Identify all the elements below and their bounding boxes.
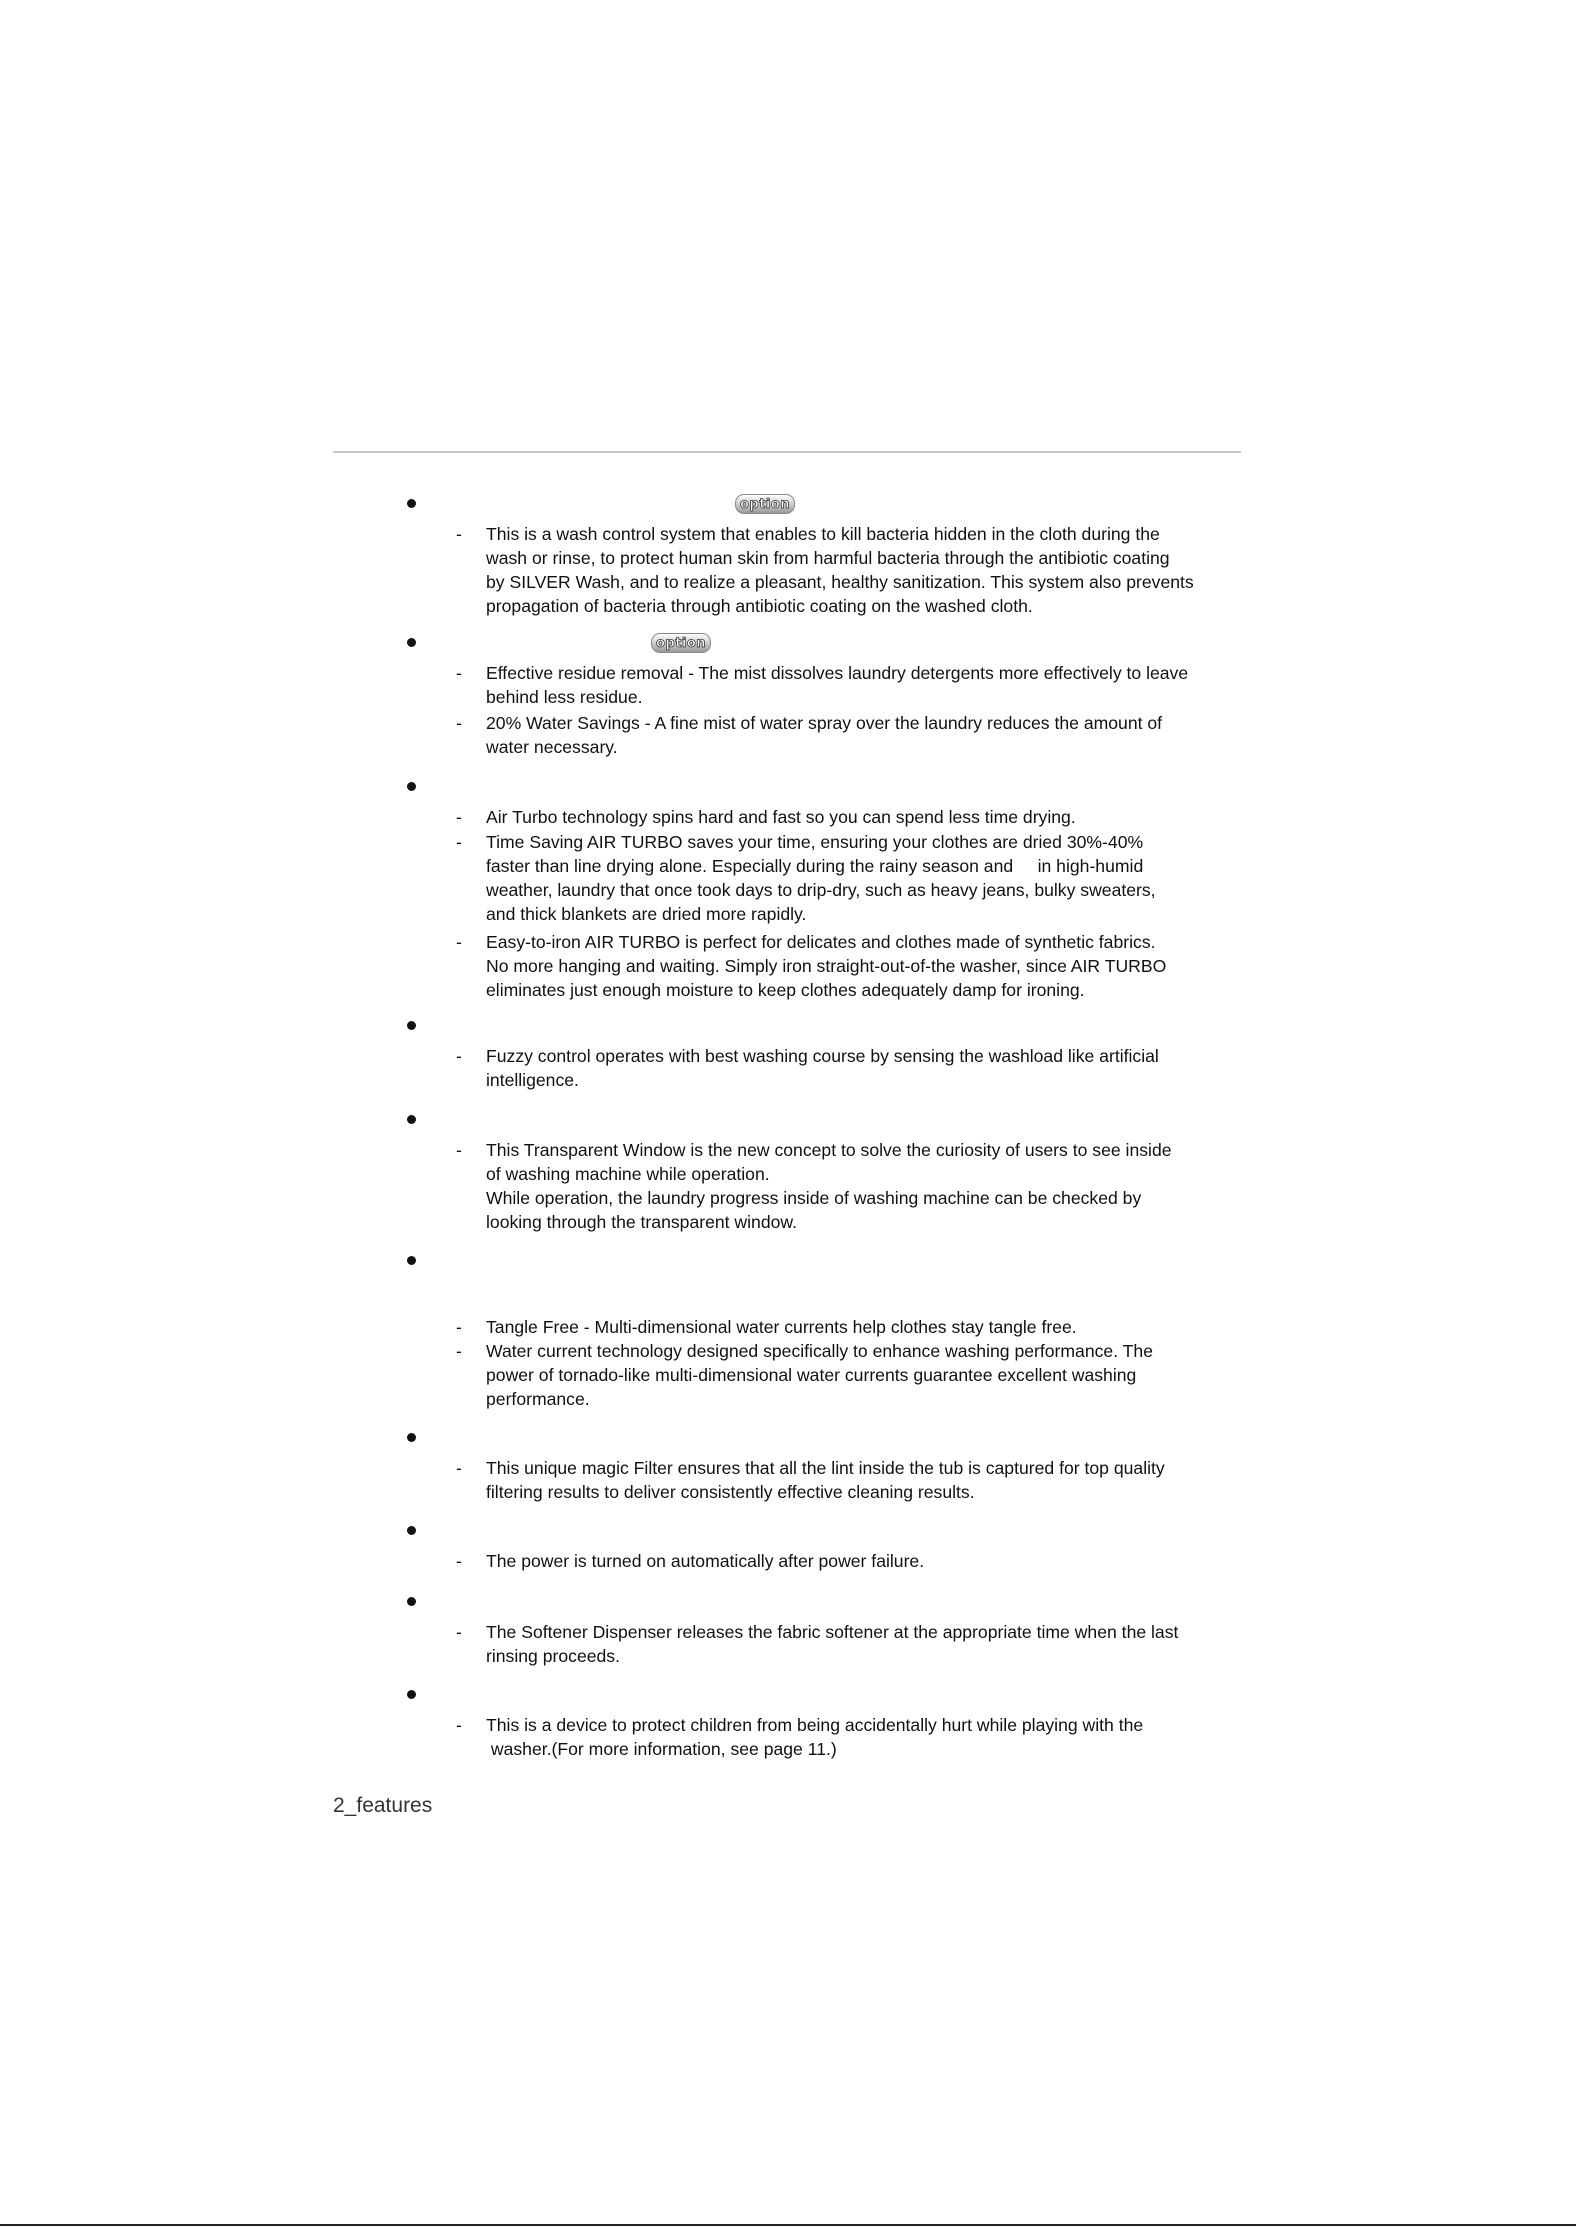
dash-marker: - [456,807,462,827]
dash-marker: - [456,932,462,952]
dash-marker: - [456,1046,462,1066]
feature-sub-item [400,1620,1316,1668]
bullet-dot-icon [407,1021,416,1030]
feature-heading-row [400,1526,1230,1550]
feature-heading-row [400,1256,1230,1280]
bullet-dot-icon [407,782,416,791]
feature-text-line: Time Saving AIR TURBO saves your time, ensuring your clothes are dried 30%-40% [486,832,1144,852]
feature-sub-item [400,711,1316,759]
feature-block [400,1115,1230,1232]
feature-text-line: Tangle Free - Multi-dimensional water currents help clothes stay tangle free. [486,1317,1077,1337]
page-footer-label: 2_features [333,1794,433,1817]
feature-text-line: Easy-to-iron AIR TURBO is perfect for delicates and clothes made of synthetic fabrics. [486,932,1156,952]
feature-heading-row [400,1021,1230,1045]
feature-heading-row [400,496,1230,523]
feature-block [400,782,1230,1000]
feature-text-line: looking through the transparent window. [486,1212,798,1232]
feature-sub-item [400,1044,1316,1092]
feature-text-line: 20% Water Savings - A fine mist of water spray over the laundry reduces the amount of [486,713,1163,733]
option-badge: option [735,494,795,514]
bullet-dot-icon [407,1433,416,1442]
feature-text-line: behind less residue. [486,687,643,707]
feature-heading-row [400,1115,1230,1139]
dash-marker: - [456,1622,462,1642]
feature-text-line: and thick blankets are dried more rapidly. [486,904,807,924]
top-divider [333,451,1241,453]
feature-sub-item [400,1315,1316,1339]
feature-text-line: Air Turbo technology spins hard and fast so you can spend less time drying. [486,807,1076,827]
dash-marker: - [456,1551,462,1571]
bullet-dot-icon [407,1115,416,1124]
dash-marker: - [456,832,462,852]
feature-text-line: filtering results to deliver consistently effective cleaning results. [486,1482,975,1502]
feature-heading-row [400,1597,1230,1621]
feature-sub-item [400,1138,1316,1234]
feature-sub-item [400,1339,1316,1411]
feature-text-line: weather, laundry that once took days to drip-dry, such as heavy jeans, bulky sweaters, [486,880,1156,900]
feature-text-line: water necessary. [486,737,618,757]
feature-heading-row [400,635,1230,662]
dash-marker: - [456,1341,462,1361]
feature-sub-item [400,805,1316,829]
feature-sub-item [400,830,1316,926]
bullet-dot-icon [407,499,416,508]
feature-text-line: of washing machine while operation. [486,1164,770,1184]
feature-text-line: Water current technology designed specifically to enhance washing performance. The [486,1341,1153,1361]
feature-sub-item [400,930,1316,1002]
feature-text-line: This unique magic Filter ensures that all the lint inside the tub is captured for top quality [486,1458,1165,1478]
dash-marker: - [456,1317,462,1337]
feature-sub-item [400,1456,1316,1504]
dash-marker: - [456,663,462,683]
feature-text-line: While operation, the laundry progress inside of washing machine can be checked by [486,1188,1142,1208]
feature-text-line: The Softener Dispenser releases the fabric softener at the appropriate time when the last [486,1622,1179,1642]
feature-block [400,1526,1230,1571]
bullet-dot-icon [407,1526,416,1535]
bullet-dot-icon [407,1597,416,1606]
feature-text-line: Effective residue removal - The mist dissolves laundry detergents more effectively to leave [486,663,1189,683]
dash-marker: - [456,713,462,733]
feature-text-line: No more hanging and waiting. Simply iron straight-out-of-the washer, since AIR TURBO [486,956,1167,976]
feature-text-line: intelligence. [486,1070,579,1090]
feature-text-line: wash or rinse, to protect human skin from harmful bacteria through the antibiotic coating [486,548,1170,568]
feature-block [400,1597,1230,1666]
feature-sub-item [400,522,1316,618]
bullet-dot-icon [407,1690,416,1699]
feature-heading-row [400,782,1230,806]
feature-block [400,1021,1230,1090]
dash-marker: - [456,1140,462,1160]
bottom-divider [0,2224,1576,2226]
dash-marker: - [456,1458,462,1478]
feature-text-line: performance. [486,1389,590,1409]
feature-sub-item [400,1549,1316,1573]
feature-text-line: propagation of bacteria through antibiotic coating on the washed cloth. [486,596,1033,616]
feature-text-line: This Transparent Window is the new concept to solve the curiosity of users to see inside [486,1140,1172,1160]
feature-block [400,1256,1230,1409]
feature-sub-item [400,661,1316,709]
feature-text-line: by SILVER Wash, and to realize a pleasant, healthy sanitization. This system also prevents [486,572,1194,592]
feature-text-line: This is a device to protect children from being accidentally hurt while playing with the [486,1715,1144,1735]
feature-text-line: Fuzzy control operates with best washing course by sensing the washload like artificial [486,1046,1159,1066]
feature-heading-row [400,1433,1230,1457]
feature-block [400,1690,1230,1759]
feature-sub-item [400,1713,1316,1761]
dash-marker: - [456,524,462,544]
feature-block [400,635,1230,757]
feature-block [400,496,1230,616]
feature-text-line: faster than line drying alone. Especially during the rainy season and in high-humid [486,856,1144,876]
option-badge: option [651,633,711,653]
feature-text-line: eliminates just enough moisture to keep clothes adequately damp for ironing. [486,980,1085,1000]
feature-text-line: This is a wash control system that enables to kill bacteria hidden in the cloth during the [486,524,1160,544]
feature-text-line: power of tornado-like multi-dimensional water currents guarantee excellent washing [486,1365,1137,1385]
feature-heading-row [400,1690,1230,1714]
dash-marker: - [456,1715,462,1735]
feature-text-line: washer.(For more information, see page 11.) [486,1739,837,1759]
feature-text-line: rinsing proceeds. [486,1646,620,1666]
bullet-dot-icon [407,638,416,647]
feature-block [400,1433,1230,1502]
bullet-dot-icon [407,1256,416,1265]
feature-text-line: The power is turned on automatically after power failure. [486,1551,925,1571]
